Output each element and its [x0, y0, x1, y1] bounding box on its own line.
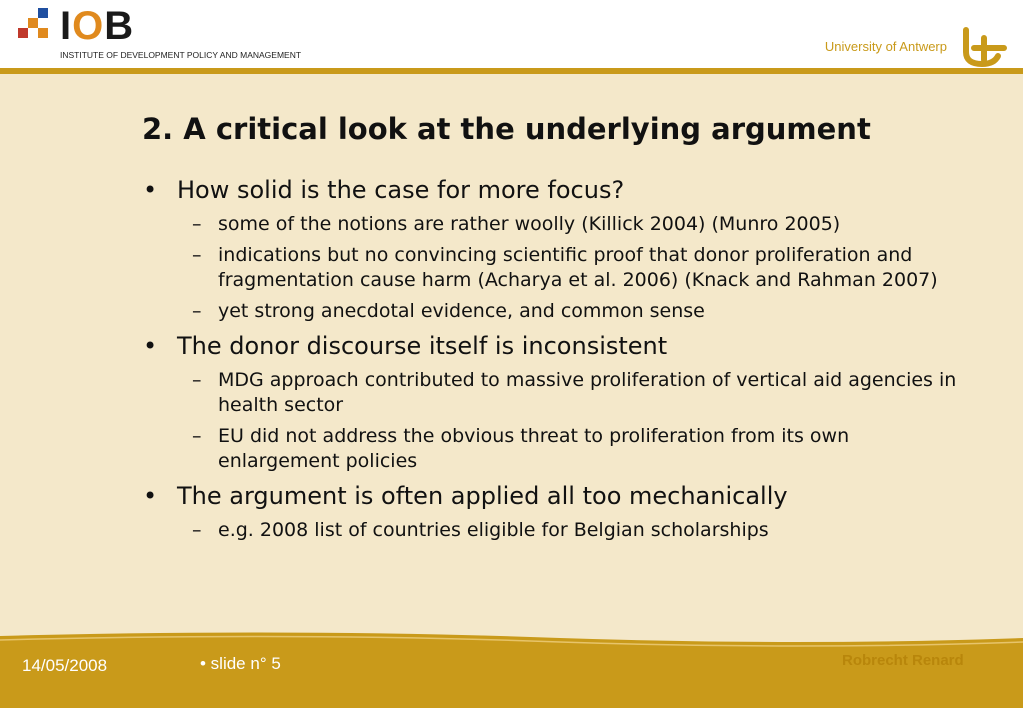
footer-slide-number: • slide n° 5: [200, 654, 281, 673]
bullet-marker: •: [143, 482, 158, 510]
university-name: University of Antwerp: [824, 39, 947, 54]
bullet-item: [140, 480, 960, 512]
sub-bullet-marker: –: [192, 519, 202, 541]
sub-bullet-marker: –: [192, 213, 202, 235]
sub-bullet-item: [140, 518, 960, 543]
sub-bullet-item: [140, 368, 960, 418]
footer-band: [0, 630, 1023, 708]
sub-bullet-marker: –: [192, 300, 202, 322]
footer-date: 14/05/2008: [22, 656, 108, 675]
bullet-item: [140, 330, 960, 362]
footer-author: Robrecht Renard: [842, 652, 964, 669]
bullet-text: The donor discourse itself is inconsistent: [177, 332, 668, 360]
bullet-marker: •: [143, 332, 158, 360]
sub-bullet-marker: –: [192, 369, 202, 391]
sub-bullet-text: e.g. 2008 list of countries eligible for Belgian scholarships: [218, 519, 769, 541]
bullet-marker: •: [143, 176, 158, 204]
sub-bullet-text: some of the notions are rather woolly (Killick 2004) (Munro 2005): [218, 213, 841, 235]
bullet-item: [140, 174, 960, 206]
sub-bullet-item: [140, 243, 960, 293]
bullet-text: How solid is the case for more focus?: [177, 176, 625, 204]
header-band: [0, 68, 1023, 74]
slide-body: [140, 168, 960, 543]
sub-bullet-text: MDG approach contributed to massive proliferation of vertical aid agencies in health sector: [218, 369, 957, 416]
sub-bullet-item: [140, 212, 960, 237]
sub-bullet-text: EU did not address the obvious threat to proliferation from its own enlargement policies: [218, 425, 850, 472]
bullet-text: The argument is often applied all too mechanically: [177, 482, 788, 510]
logo-wordmark: IOB: [60, 4, 135, 48]
university-logo-icon: [960, 26, 1010, 68]
logo-subtitle: INSTITUTE OF DEVELOPMENT POLICY AND MANAGEMENT: [60, 50, 302, 60]
slide-title: 2. A critical look at the underlying argument: [142, 112, 871, 146]
sub-bullet-text: yet strong anecdotal evidence, and common sense: [218, 300, 705, 322]
sub-bullet-text: indications but no convincing scientific proof that donor proliferation and fragmentation cause harm (Acharya et al. 2006) (Knack and Rahman 2007): [218, 244, 938, 291]
header: [0, 0, 1023, 68]
sub-bullet-marker: –: [192, 425, 202, 447]
sub-bullet-item: [140, 299, 960, 324]
logo-squares-icon: [18, 8, 58, 44]
sub-bullet-item: [140, 424, 960, 474]
sub-bullet-marker: –: [192, 244, 202, 266]
